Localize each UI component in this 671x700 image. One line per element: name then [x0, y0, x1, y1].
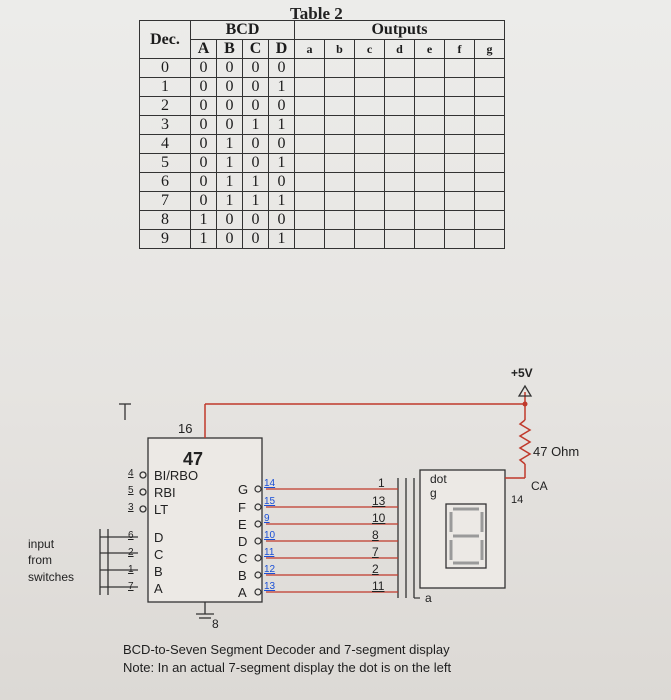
header-outputs: Outputs: [295, 21, 505, 40]
right-pin-number: 9: [264, 513, 270, 524]
display-pin-number: 10: [372, 511, 386, 525]
left-pin-number: 5: [128, 485, 134, 496]
cell-bcd: 0: [191, 192, 217, 211]
cell-bcd: 0: [243, 59, 269, 78]
right-pin-name: F: [238, 500, 246, 515]
cell-bcd: 0: [191, 97, 217, 116]
cell-bcd: 0: [217, 78, 243, 97]
cell-bcd: 1: [269, 230, 295, 249]
left-pin-name: A: [154, 581, 163, 596]
display-pin-number: 11: [372, 579, 385, 593]
ca-pin-label: 14: [511, 494, 524, 506]
left-pin-name: LT: [154, 502, 169, 517]
cell-bcd: 0: [191, 154, 217, 173]
display-pin-number: 7: [372, 545, 379, 559]
header-out-g: g: [475, 40, 505, 59]
cell-bcd: 0: [217, 211, 243, 230]
left-pin-name: RBI: [154, 485, 176, 500]
cell-bcd: 1: [217, 154, 243, 173]
header-out-e: e: [415, 40, 445, 59]
header-out-d: d: [385, 40, 415, 59]
cell-bcd: 1: [191, 230, 217, 249]
cell-dec: 5: [140, 154, 191, 173]
cell-bcd: 0: [217, 59, 243, 78]
cell-dec: 6: [140, 173, 191, 192]
cell-bcd: 1: [217, 192, 243, 211]
cell-bcd: 0: [269, 59, 295, 78]
header-bcd-c: C: [243, 40, 269, 59]
resistor-label: 47 Ohm: [533, 444, 580, 459]
table-title: Table 2: [290, 4, 343, 23]
chip-name: 47: [183, 449, 204, 469]
right-pin-name: D: [238, 534, 248, 549]
input-label-line1: input: [28, 537, 55, 551]
display-pin-number: 13: [372, 494, 386, 508]
right-pin-number: 15: [264, 496, 276, 507]
cell-dec: 2: [140, 97, 191, 116]
cell-bcd: 0: [191, 116, 217, 135]
header-out-f: f: [445, 40, 475, 59]
cell-bcd: 0: [269, 135, 295, 154]
left-pin-name: D: [154, 530, 164, 545]
supply-label: +5V: [511, 366, 533, 380]
left-pin-number: 3: [128, 502, 134, 513]
cell-bcd: 0: [217, 97, 243, 116]
cell-bcd: 0: [243, 211, 269, 230]
cell-dec: 0: [140, 59, 191, 78]
left-pin-number: 2: [128, 547, 134, 558]
cell-bcd: 0: [217, 116, 243, 135]
cell-bcd: 1: [191, 211, 217, 230]
cell-dec: 1: [140, 78, 191, 97]
cell-bcd: 0: [269, 173, 295, 192]
cell-dec: 9: [140, 230, 191, 249]
right-pin-name: A: [238, 585, 247, 600]
cell-bcd: 1: [243, 173, 269, 192]
left-pin-number: 7: [128, 581, 134, 592]
right-pin-number: 12: [264, 564, 276, 575]
right-pin-number: 10: [264, 530, 276, 541]
header-out-c: c: [355, 40, 385, 59]
cell-dec: 4: [140, 135, 191, 154]
display-pin-number: 8: [372, 528, 379, 542]
dot-label: dot: [430, 472, 447, 486]
cell-bcd: 1: [269, 78, 295, 97]
header-dec: Dec.: [140, 21, 191, 59]
cell-bcd: 0: [243, 97, 269, 116]
cell-bcd: 0: [243, 135, 269, 154]
cell-bcd: 0: [243, 154, 269, 173]
header-bcd: BCD: [191, 21, 295, 40]
cell-bcd: 1: [269, 116, 295, 135]
caption-line2: Note: In an actual 7-segment display the dot is on the left: [123, 660, 452, 675]
right-pin-name: G: [238, 482, 249, 497]
cell-bcd: 0: [191, 173, 217, 192]
header-bcd-d: D: [269, 40, 295, 59]
left-pin-name: B: [154, 564, 163, 579]
header-out-a: a: [295, 40, 325, 59]
cell-bcd: 0: [269, 211, 295, 230]
display-pin-number: 1: [378, 476, 385, 490]
cell-dec: 7: [140, 192, 191, 211]
left-pin-name: BI/RBO: [154, 468, 199, 483]
display-pin-number: 2: [372, 562, 379, 576]
header-bcd-b: B: [217, 40, 243, 59]
right-pin-name: E: [238, 517, 247, 532]
cell-bcd: 0: [217, 230, 243, 249]
cell-bcd: 1: [217, 173, 243, 192]
caption-line1: BCD-to-Seven Segment Decoder and 7-segment display: [123, 642, 450, 657]
ca-label: CA: [531, 479, 548, 493]
left-pin-number: 1: [128, 564, 134, 575]
cell-bcd: 0: [243, 230, 269, 249]
gnd-pin-label: 8: [212, 617, 219, 631]
cell-bcd: 1: [269, 192, 295, 211]
right-pin-number: 13: [264, 581, 276, 592]
header-bcd-a: A: [191, 40, 217, 59]
right-pin-number: 11: [264, 547, 275, 558]
right-pin-name: C: [238, 551, 248, 566]
cell-bcd: 1: [269, 154, 295, 173]
vcc-pin-label: 16: [178, 421, 193, 436]
right-pin-name: B: [238, 568, 247, 583]
input-label-line3: switches: [28, 570, 75, 584]
cell-bcd: 1: [243, 192, 269, 211]
cell-bcd: 0: [243, 78, 269, 97]
left-pin-number: 6: [128, 530, 134, 541]
header-out-b: b: [325, 40, 355, 59]
cell-dec: 3: [140, 116, 191, 135]
cell-bcd: 1: [217, 135, 243, 154]
right-pin-number: 14: [264, 478, 276, 489]
cell-bcd: 1: [243, 116, 269, 135]
cell-bcd: 0: [191, 78, 217, 97]
cell-bcd: 0: [269, 97, 295, 116]
cell-dec: 8: [140, 211, 191, 230]
left-pin-number: 4: [128, 468, 134, 479]
left-pin-name: C: [154, 547, 164, 562]
cell-bcd: 0: [191, 59, 217, 78]
g-label: g: [430, 486, 437, 500]
cell-bcd: 0: [191, 135, 217, 154]
a-label: a: [425, 591, 432, 605]
input-label-line2: from: [28, 553, 52, 567]
